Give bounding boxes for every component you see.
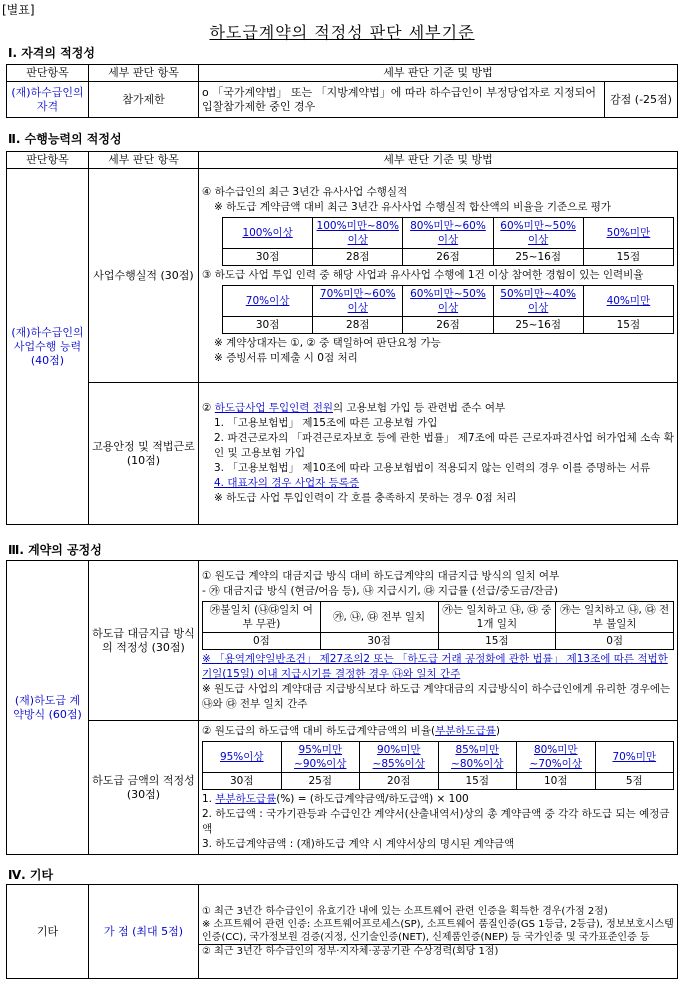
amt-head: 80%미만~70%이상 [517,741,596,772]
pay-score: 0점 [556,633,674,650]
perf-a-head: 60%미만~50%이상 [493,218,583,249]
perf-a-score: 28점 [313,249,403,266]
pay-head: ㉮불일치 (㉯㉰일치 여부 무관) [203,602,321,633]
amt-head: 70%미만 [595,741,674,772]
perf-b-table [222,285,674,334]
emp-title: ② 하도급사업 투입인력 전원의 고용보험 가입 등 관련법 준수 여부 [202,402,506,414]
pay-title: ① 원도급 계약의 대금지급 방식 대비 하도급계약의 대금지급 방식의 일치 여부 [202,570,560,582]
amt-score: 10점 [517,772,596,789]
pay-subtitle: - ㉮ 대금지급 방식 (현금/어음 등), ㉯ 지급시기, ㉰ 지급률 (선급/중도금/잔금) [202,585,558,597]
amt-head: 95%미만~90%이상 [281,741,360,772]
amt-score: 25점 [281,772,360,789]
amt-score: 20점 [360,772,439,789]
pay-score: 0점 [203,633,321,650]
perf-a-title: ④ 하수급인의 최근 3년간 유사사업 수행실적 [202,186,408,198]
emp-note: ※ 하도급 사업 투입인력이 각 호를 충족하지 못하는 경우 0점 처리 [214,492,517,504]
perf-b-head: 70%미만~60%이상 [313,286,403,317]
section-3-table [6,560,678,855]
etc-line-1: ① 최근 3년간 하수급인이 유효기간 내에 있는 소프트웨어 관련 인증을 획득한 경우(가점 2점) [202,906,608,917]
section-1-table [6,64,678,118]
emp-line-4[interactable]: 4. 대표자의 경우 사업자 등록증 [214,477,360,489]
emp-line-2: 2. 파견근로자의 「파견근로자보호 등에 관한 법률」 제7조에 따른 근로자파견사업 허가업체 소속 확인 및 고용보험 가입 [214,432,674,459]
payment-sub: 하도급 대금지급 방식의 적정성 (30점) [89,561,199,721]
amt-score: 30점 [203,772,282,789]
section-2-title: Ⅱ. 수행능력의 적정성 [8,132,122,146]
amt-formula-link[interactable]: 부분하도급률 [215,792,277,805]
amt-score: 5점 [595,772,674,789]
amt-title: ② 원도급의 하도급액 대비 하도급계약금액의 비율(부분하도급률) [202,724,501,737]
participation-limit: 참가제한 [89,82,199,118]
amt-formula-3: 3. 하도급계약금액 : (재)하도급 계약 시 계약서상의 명시된 계약금액 [202,837,515,850]
etc-line-3: ② 최근 3년간 하수급인의 정부·지자체·공공기관 수상경력(회당 1점) [199,944,677,958]
header-criteria: 세부 판단 기준 및 방법 [199,152,678,169]
header-sub: 세부 판단 항목 [89,152,199,169]
pay-head: ㉮, ㉯, ㉰ 전부 일치 [320,602,438,633]
perf-b-score: 15점 [583,317,673,334]
pay-head: ㉮는 일치하고 ㉯, ㉰ 전부 불일치 [556,602,674,633]
pay-score: 15점 [438,633,556,650]
perf-a-note: ※ 하도급 계약금액 대비 최근 3년간 유사사업 수행실적 합산액의 비율을 기준으로 평가 [214,201,612,213]
perf-b-title: ③ 하도급 사업 투입 인력 중 해당 사업과 유사사업 수행에 1건 이상 참여한 경험이 있는 인력비율 [202,269,644,281]
pay-table [202,601,674,650]
etc-line-2: ※ 소프트웨어 관련 인증: 소프트웨어프로세스(SP), 소프트웨어 품질인증(GS 1등급, 2등급), 정보보호시스템인증(CC), 국가정보원 검증(지정, 신기술인증(NET), 신제품인증(NEP) 등 국가인증 및 국가표준인증 등 [202,919,674,943]
section-4-title: Ⅳ. 기타 [8,868,54,882]
perf-a-table [222,217,674,266]
annex-tag: [별표] [2,3,35,17]
perf-a-score: 25~16점 [493,249,583,266]
section-2-table [6,151,678,525]
bonus-sub: 가 점 (최대 5점) [89,885,199,979]
perf-note-1: ※ 계약상대자는 ①, ② 중 택일하여 판단요청 가능 [214,337,441,349]
amt-formula-1: 1. 부분하도급률(%) = (하도급계약금액/하도급액) × 100 [202,792,469,805]
perf-b-head: 70%이상 [223,286,313,317]
page-title: 하도급계약의 적정성 판단 세부기준 [209,23,475,42]
amt-score: 15점 [438,772,517,789]
pay-note-1[interactable]: ※ 「용역계약일반조건」 제27조의2 또는 「하도급 거래 공정화에 관한 법률」 제13조에 따른 적법한 기일(15일) 이내 지급시기를 결정한 경우 ㉯와 일치 간주 [202,653,668,680]
section-3-title: Ⅲ. 계약의 공정성 [8,543,102,557]
perf-a-score: 15점 [583,249,673,266]
header-item: 판단항목 [7,65,89,82]
performance-sub: 사업수행실적 (30점) [89,169,199,383]
employment-sub: 고용안정 및 적법근로 (10점) [89,383,199,525]
perf-a-head: 100%미만~80%이상 [313,218,403,249]
amt-formula-2: 2. 하도급액 : 국가기관등과 수급인간 계약서(산출내역서)상의 총 계약금액 중 각각 하도급 되는 예정금액 [202,807,670,835]
amt-head: 90%미만~85%이상 [360,741,439,772]
qualification-item: (재)하수급인의 자격 [7,82,89,118]
emp-line-1: 1. 「고용보험법」 제15조에 따른 고용보험 가입 [214,417,438,429]
perf-b-score: 30점 [223,317,313,334]
amt-head: 85%미만~80%이상 [438,741,517,772]
pay-head: ㉮는 일치하고 ㉯, ㉰ 중 1개 일치 [438,602,556,633]
header-sub: 세부 판단 항목 [89,65,199,82]
perf-note-2: ※ 증빙서류 미제출 시 0점 처리 [214,352,358,364]
perf-b-head: 60%미만~50%이상 [403,286,493,317]
section-1-title: Ⅰ. 자격의 적정성 [8,46,95,60]
perf-a-score: 26점 [403,249,493,266]
etc-item: 기타 [7,885,89,979]
emp-line-3: 3. 「고용보험법」 제10조에 따라 고용보험법이 적용되지 않는 인력의 경우 이를 증명하는 서류 [214,462,651,474]
contract-item: (재)하도급 계약방식 (60점) [7,561,89,855]
qualification-criteria: o 「국가계약법」 또는 「지방계약법」에 따라 하수급인이 부정당업자로 지정되어 입찰참가제한 중인 경우 [199,82,605,118]
section-4-table [6,884,678,979]
perf-b-score: 25~16점 [493,317,583,334]
perf-b-head: 50%미만~40%이상 [493,286,583,317]
perf-a-head: 50%미만 [583,218,673,249]
amt-head: 95%이상 [203,741,282,772]
pay-note-2: ※ 원도급 사업의 계약대금 지급방식보다 하도급 계약대금의 지급방식이 하수급인에게 유리한 경우에는 ㉯와 ㉰ 전부 일치 간주 [202,683,671,710]
perf-a-head: 100%이상 [223,218,313,249]
perf-b-head: 40%미만 [583,286,673,317]
qualification-score: 감점 (-25점) [605,82,678,118]
capability-item: (재)하수급인의 사업수행 능력 (40점) [7,169,89,525]
pay-score: 30점 [320,633,438,650]
perf-a-score: 30점 [223,249,313,266]
perf-a-head: 80%미만~60%이상 [403,218,493,249]
amount-sub: 하도급 금액의 적정성 (30점) [89,721,199,855]
amt-title-link[interactable]: 부분하도급률 [435,724,496,737]
perf-b-score: 26점 [403,317,493,334]
perf-b-score: 28점 [313,317,403,334]
header-criteria: 세부 판단 기준 및 방법 [199,65,678,82]
emp-title-link[interactable]: 하도급사업 투입인력 전원 [214,402,334,414]
header-item: 판단항목 [7,152,89,169]
amt-table [202,741,674,790]
